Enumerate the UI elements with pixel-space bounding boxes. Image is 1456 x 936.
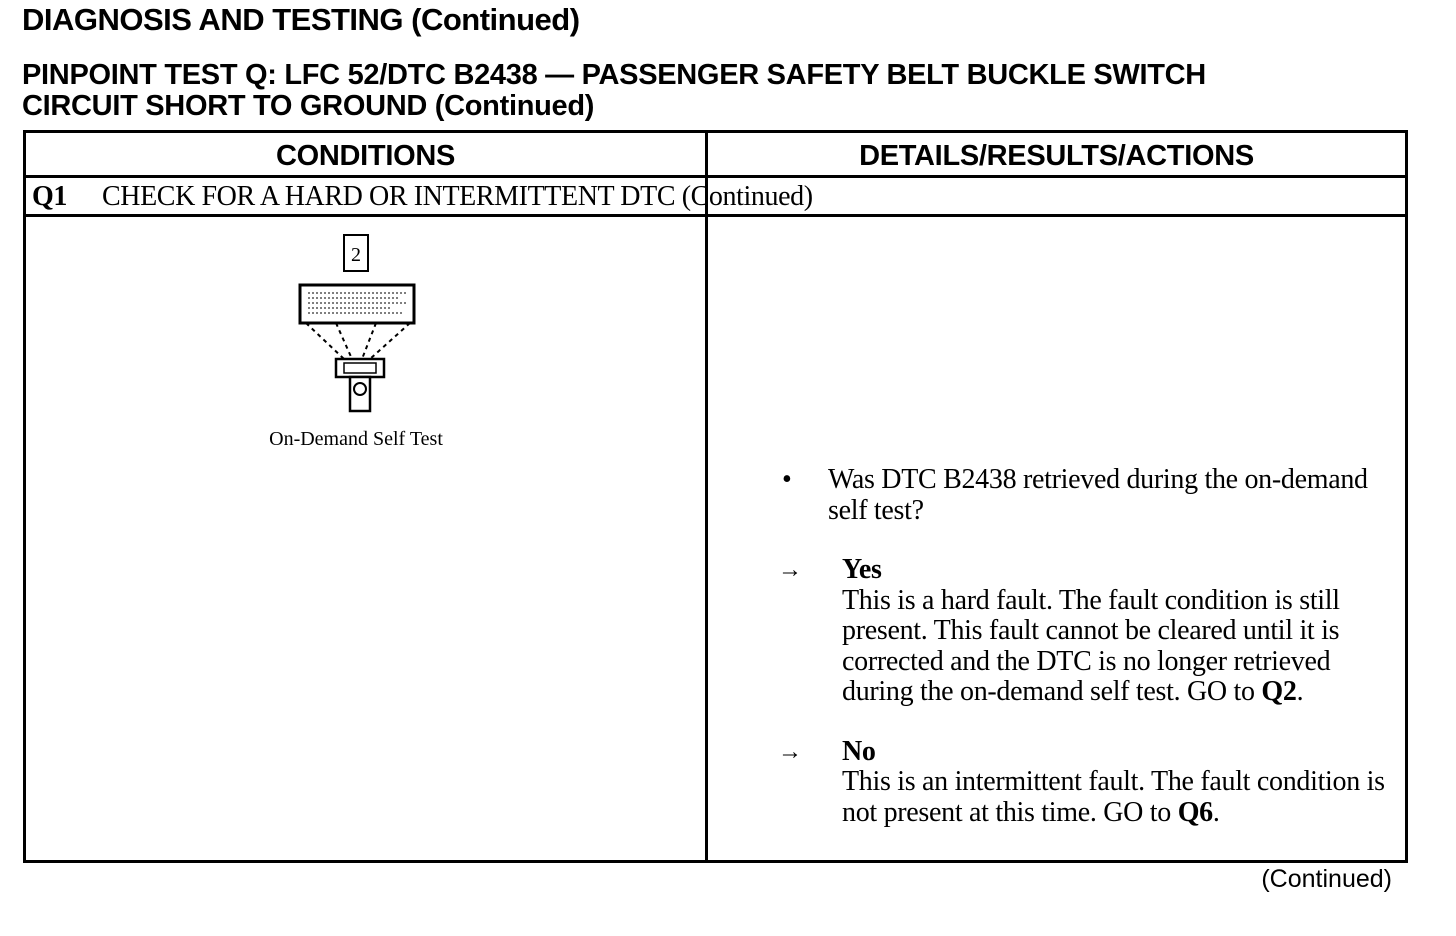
scan-tool-illustration xyxy=(296,233,426,423)
conditions-column-header: CONDITIONS xyxy=(275,140,456,172)
pinpoint-test-title-line1: PINPOINT TEST Q: LFC 52/DTC B2438 — PASSENGER SAFETY BELT BUCKLE SWITCH xyxy=(22,59,1206,91)
dlc-connector xyxy=(336,359,384,377)
arrow-right-icon: → xyxy=(778,738,802,765)
result-text: This is an intermittent fault. The fault condition is not present at this time. GO to xyxy=(842,766,1385,828)
figure-caption: On-Demand Self Test xyxy=(269,428,443,450)
arrow-right-icon: → xyxy=(778,557,802,583)
step-number: Q1 xyxy=(32,181,67,212)
result-label: Yes xyxy=(842,554,882,585)
step-heading xyxy=(32,179,813,215)
step-title: CHECK FOR A HARD OR INTERMITTENT DTC (Continued) xyxy=(102,181,813,212)
connection-lines xyxy=(306,323,410,359)
bullet-icon: • xyxy=(782,464,792,495)
pinpoint-test-title-line2: CIRCUIT SHORT TO GROUND (Continued) xyxy=(22,90,595,122)
details-column-header: DETAILS/RESULTS/ACTIONS xyxy=(859,140,1254,172)
goto-step: Q6 xyxy=(1177,796,1213,828)
callout-number: 2 xyxy=(351,244,361,266)
question-item xyxy=(778,465,1398,526)
result-no: → No This is an intermittent fault. The fault condition is not present at this time. GO to Q6. xyxy=(778,737,1398,829)
result-label: No xyxy=(842,735,876,767)
header-divider xyxy=(26,175,1405,178)
page-title: DIAGNOSIS AND TESTING (Continued) xyxy=(22,2,580,37)
question-text: Was DTC B2438 retrieved during the on-demand self test? xyxy=(828,464,1368,526)
scan-tool-screen xyxy=(300,285,414,323)
column-divider xyxy=(705,133,708,860)
pinpoint-test-title xyxy=(22,60,1422,122)
result-yes: → Yes This is a hard fault. The fault condition is still present. This fault cannot be cleared until it is corrected and the DTC is no longer retrieved during the on-demand self test. GO to Q2. xyxy=(778,555,1398,708)
continued-note: (Continued) xyxy=(1261,865,1392,893)
details-content xyxy=(778,465,1398,828)
test-table xyxy=(23,130,1408,863)
result-text: This is a hard fault. The fault condition is still present. This fault cannot be cleared until it is corrected and the DTC is no longer retrieved during the on-demand self test. GO to xyxy=(842,584,1340,707)
goto-step: Q2 xyxy=(1261,676,1297,707)
